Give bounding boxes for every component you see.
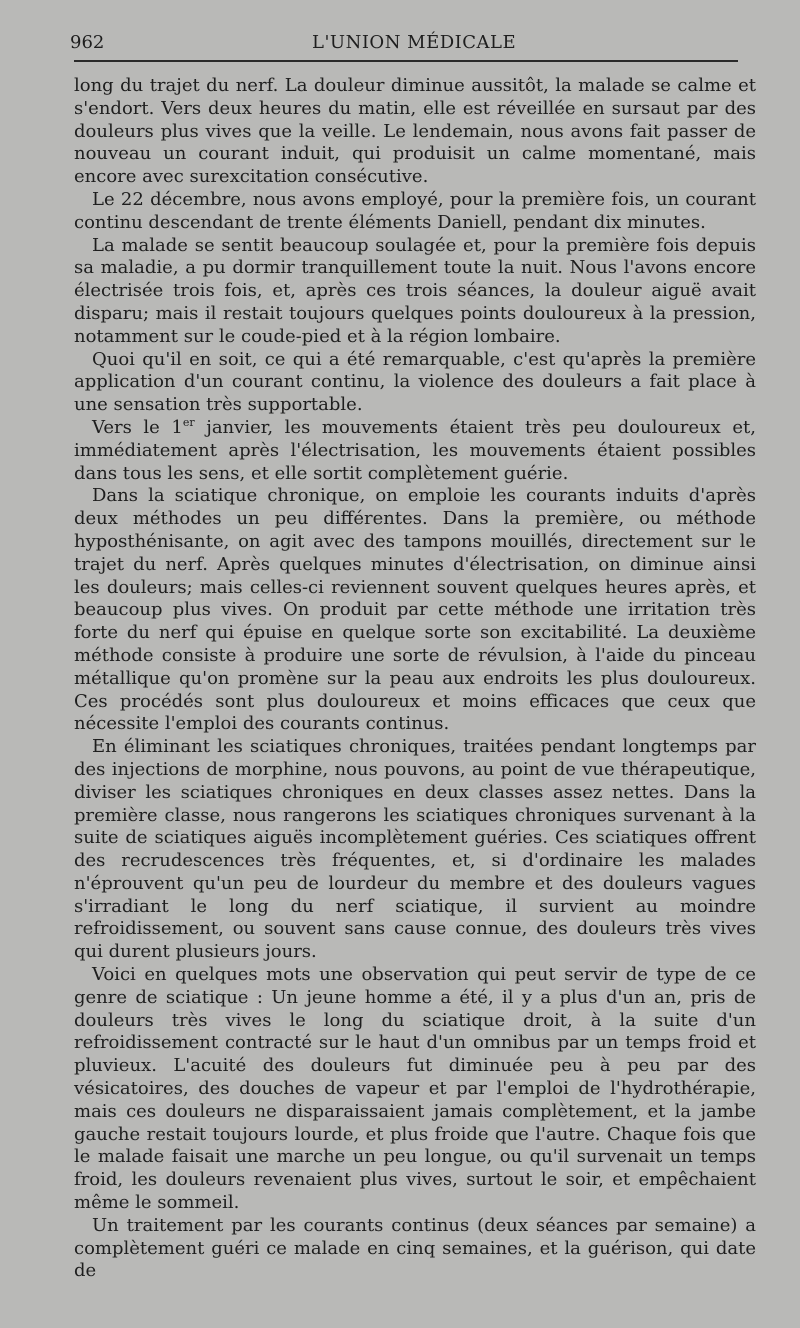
paragraph	[74, 417, 756, 485]
body-text	[74, 75, 756, 1283]
page-header	[70, 28, 756, 58]
paragraph: Voici en quelques mots une observation qui peut servir de type de ce genre de sciatique : Un jeune homme a été, il y a plus d'un an, pris de douleurs très vives le long du sciatique droit, à la suite d'un refroidissement contracté sur le haut d'un omnibus par un temps froid et pluvieux. L'acuité des douleurs fut diminuée peu à peu par des vésicatoires, des douches de vapeur et par l'emploi de l'hydrothérapie, mais ces douleurs ne disparaissaient jamais complètement, et la jambe gauche restait toujours lourde, et plus froide que l'autre. Chaque fois que le malade faisait une marche un peu longue, ou qu'il survenait un temps froid, les douleurs revenaient plus vives, surtout le soir, et empêchaient même le sommeil.	[74, 964, 756, 1214]
paragraph: Un traitement par les courants continus (deux séances par semaine) a complètement guéri ce malade en cinq semaines, et la guérison, qui date de	[74, 1214, 756, 1282]
paragraph: Le 22 décembre, nous avons employé, pour la première fois, un courant continu descendant de trente éléments Daniell, pendant dix minutes.	[74, 188, 756, 233]
page-number: 962	[70, 32, 105, 53]
paragraph: Dans la sciatique chronique, on emploie les courants induits d'après deux méthodes un peu différentes. Dans la première, ou méthode hyposthénisante, on agit avec des tampons mouillés, directement sur le trajet du nerf. Après quelques minutes d'électrisation, on diminue ainsi les douleurs; mais celles-ci reviennent souvent quelques heures après, et beaucoup plus vives. On produit par cette méthode une irritation très forte du nerf qui épuise en quelque sorte son excitabilité. La deuxième méthode consiste à produire une sorte de révulsion, à l'aide du pinceau métallique qu'on promène sur la peau aux endroits les plus douloureux. Ces procédés sont plus douloureux et moins efficaces que ceux que nécessite l'emploi des courants continus.	[74, 485, 756, 735]
paragraph-text: janvier, les mouvements étaient très peu douloureux et, immédiatement après l'électrisation, les mouvements étaient possibles dans tous les sens, et elle sortit complètement guérie.	[74, 416, 756, 484]
paragraph: La malade se sentit beaucoup soulagée et, pour la première fois depuis sa maladie, a pu dormir tranquillement toute la nuit. Nous l'avons encore électrisée trois fois, et, après ces trois séances, la douleur aiguë avait disparu; mais il restait toujours quelques points douloureux à la pression, notamment sur le coude-pied et à la région lombaire.	[74, 234, 756, 347]
running-head: L'UNION MÉDICALE	[312, 32, 517, 53]
paragraph: Quoi qu'il en soit, ce qui a été remarquable, c'est qu'après la première application d'un courant continu, la violence des douleurs a fait place à une sensation très supportable.	[74, 348, 756, 416]
header-rule	[74, 60, 738, 62]
paragraph: long du trajet du nerf. La douleur diminue aussitôt, la malade se calme et s'endort. Vers deux heures du matin, elle est réveillée en sursaut par des douleurs plus vives que la veille. Le lendemain, nous avons fait passer de nouveau un courant induit, qui produisit un calme momentané, mais encore avec surexcitation consécutive.	[74, 75, 756, 188]
ordinal-superscript: er	[182, 415, 195, 429]
paragraph-text: Vers le 1	[92, 416, 183, 438]
paragraph: En éliminant les sciatiques chroniques, traitées pendant longtemps par des injections de morphine, nous pouvons, au point de vue thérapeutique, diviser les sciatiques chroniques en deux classes assez nettes. Dans la première classe, nous rangerons les sciatiques chroniques survenant à la suite de sciatiques aiguës incomplètement guéries. Ces sciatiques offrent des recrudescences très fréquentes, et, si d'ordinaire les malades n'éprouvent qu'un peu de lourdeur du membre et des douleurs vagues s'irradiant le long du nerf sciatique, il survient au moindre refroidissement, ou souvent sans cause connue, des douleurs très vives qui durent plusieurs jours.	[74, 736, 756, 963]
